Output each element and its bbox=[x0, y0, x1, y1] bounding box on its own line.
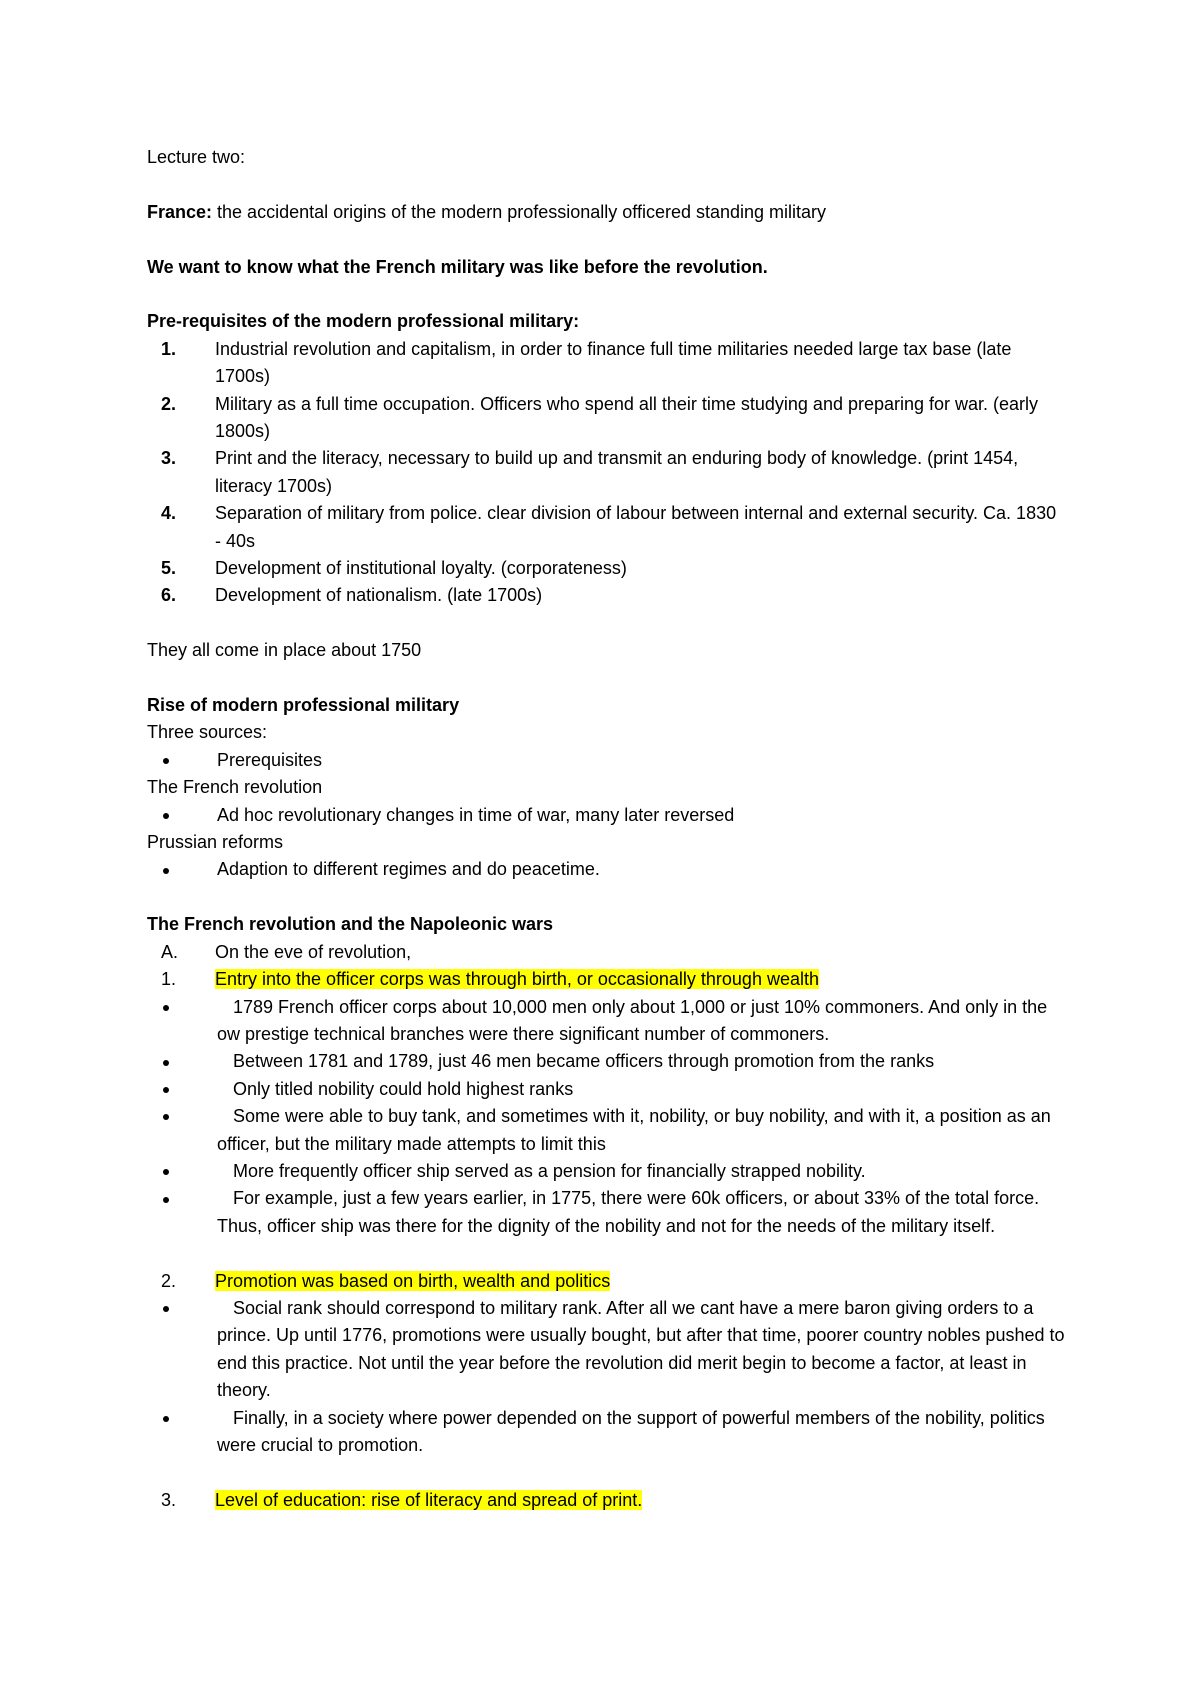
prussian-label: Prussian reforms bbox=[147, 832, 284, 853]
list-text: On the eve of revolution, bbox=[215, 941, 412, 962]
highlighted-point: Entry into the officer corps was through birth, or occasionally through wealth bbox=[215, 969, 819, 990]
france-text: the accidental origins of the modern professionally officered standing military bbox=[212, 201, 827, 222]
bullet-item bbox=[147, 1103, 1067, 1158]
list-text: Development of nationalism. (late 1700s) bbox=[215, 585, 543, 606]
napoleonic-heading: The French revolution and the Napoleonic wars bbox=[147, 914, 554, 935]
list-text: Development of institutional loyalty. (corporateness) bbox=[215, 558, 627, 579]
bullet-item bbox=[147, 1185, 1067, 1240]
bullet-text: Social rank should correspond to military rank. After all we cant have a mere baron giving orders to a prince. Up until 1776, promotions were usually bought, but after that time, poorer country nobles pushed to end this practice. Not until the year before the revolution did merit begin to become a factor, at least in theory. bbox=[217, 1297, 1065, 1401]
bullet-text: Prerequisites bbox=[217, 749, 323, 770]
rise-heading: Rise of modern professional military bbox=[147, 695, 460, 716]
list-number: 1. bbox=[161, 338, 177, 359]
sources-label: Three sources: bbox=[147, 722, 268, 743]
all-come-text: They all come in place about 1750 bbox=[147, 640, 422, 661]
bullet-icon bbox=[147, 1158, 217, 1185]
list-item bbox=[147, 1268, 1067, 1295]
list-text: Military as a full time occupation. Officers who spend all their time studying and preparing for war. (early 1800s) bbox=[215, 393, 1039, 442]
list-number: 2. bbox=[161, 1270, 177, 1291]
list-item bbox=[147, 391, 1067, 446]
bullet-item bbox=[147, 1076, 1067, 1103]
list-number: 2. bbox=[161, 393, 177, 414]
bullet-text: Ad hoc revolutionary changes in time of war, many later reversed bbox=[217, 804, 735, 825]
french-rev-label: The French revolution bbox=[147, 777, 323, 798]
bullet-text: More frequently officer ship served as a pension for financially strapped nobility. bbox=[233, 1160, 866, 1181]
list-number: 6. bbox=[161, 585, 177, 606]
bullet-text: For example, just a few years earlier, in 1775, there were 60k officers, or about 33% of the total force. Thus, officer ship was there for the dignity of the nobility and not for the needs of the military itself. bbox=[217, 1188, 1040, 1236]
bullet-text: Adaption to different regimes and do peacetime. bbox=[217, 859, 600, 880]
highlighted-point: Promotion was based on birth, wealth and politics bbox=[215, 1270, 611, 1291]
bullet-text: Only titled nobility could hold highest ranks bbox=[233, 1078, 574, 1099]
list-letter: A. bbox=[161, 941, 179, 962]
bullet-item bbox=[147, 1158, 1067, 1185]
bullet-icon bbox=[147, 802, 217, 829]
bullet-item bbox=[147, 747, 1067, 774]
list-item bbox=[147, 582, 1067, 609]
bullet-icon bbox=[147, 1405, 217, 1460]
list-item bbox=[147, 500, 1067, 555]
france-heading bbox=[147, 199, 1067, 226]
prereq-heading: Pre-requisites of the modern professional military: bbox=[147, 311, 580, 332]
bullet-text: Some were able to buy tank, and sometimes with it, nobility, or buy nobility, and with it, a position as an officer, but the military made attempts to limit this bbox=[217, 1106, 1051, 1154]
bullet-icon bbox=[147, 1185, 217, 1240]
list-text: Separation of military from police. clear division of labour between internal and external security. Ca. 1830 - 40s bbox=[215, 503, 1057, 551]
bullet-icon bbox=[147, 856, 217, 883]
list-number: 1. bbox=[161, 969, 177, 990]
bullet-item bbox=[147, 1295, 1067, 1405]
bullet-text: Finally, in a society where power depended on the support of powerful members of the nobility, politics were crucial to promotion. bbox=[217, 1407, 1045, 1455]
list-item bbox=[147, 445, 1067, 500]
list-item bbox=[147, 939, 1067, 966]
list-text: Print and the literacy, necessary to build up and transmit an enduring body of knowledge. (print 1454, literacy 1700s) bbox=[215, 448, 1019, 496]
france-label: France: bbox=[147, 201, 213, 222]
bullet-icon bbox=[147, 747, 217, 774]
lecture-title: Lecture two: bbox=[147, 147, 246, 167]
list-number: 3. bbox=[161, 1489, 177, 1510]
highlighted-point: Level of education: rise of literacy and spread of print. bbox=[215, 1489, 643, 1510]
list-item bbox=[147, 1487, 1067, 1514]
bullet-item bbox=[147, 1048, 1067, 1075]
bullet-text: 1789 French officer corps about 10,000 men only about 1,000 or just 10% commoners. And only in the ow prestige technical branches were there significant number of commoners. bbox=[217, 996, 1048, 1044]
bullet-item bbox=[147, 1405, 1067, 1460]
bullet-icon bbox=[147, 1076, 217, 1103]
list-item bbox=[147, 336, 1067, 391]
bullet-text: Between 1781 and 1789, just 46 men became officers through promotion from the ranks bbox=[233, 1051, 935, 1072]
bullet-icon bbox=[147, 1048, 217, 1075]
bullet-item bbox=[147, 994, 1067, 1049]
list-number: 5. bbox=[161, 558, 177, 579]
document-page bbox=[147, 144, 1067, 1514]
bullet-icon bbox=[147, 1295, 217, 1405]
list-text: Industrial revolution and capitalism, in order to finance full time militaries needed large tax base (late 1700s) bbox=[215, 338, 1012, 387]
bullet-item bbox=[147, 802, 1067, 829]
bullet-item bbox=[147, 856, 1067, 883]
list-item bbox=[147, 555, 1067, 582]
bullet-icon bbox=[147, 1103, 217, 1158]
list-number: 4. bbox=[161, 503, 177, 524]
want-know-statement: We want to know what the French military was like before the revolution. bbox=[147, 256, 768, 277]
list-number: 3. bbox=[161, 448, 177, 469]
list-item bbox=[147, 966, 1067, 993]
